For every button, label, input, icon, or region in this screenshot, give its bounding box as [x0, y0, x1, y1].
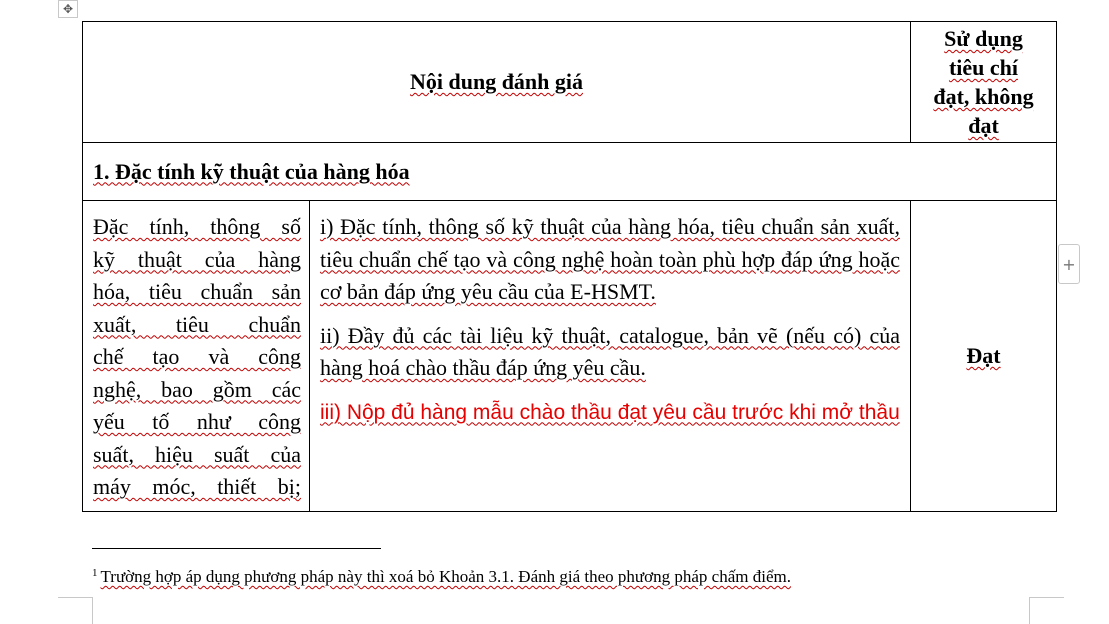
- criterion-cell[interactable]: [83, 201, 310, 512]
- move-arrows-icon: ✥: [62, 2, 74, 16]
- section-title-cell[interactable]: [83, 143, 1057, 201]
- header-usage-cell[interactable]: [911, 22, 1057, 143]
- criterion-line: kỹ thuật của hàng: [93, 246, 301, 272]
- result-value: Đạt: [966, 343, 1001, 368]
- header-content-cell[interactable]: [83, 22, 911, 143]
- header-usage-line: đạt: [968, 113, 999, 138]
- evaluation-table: [82, 21, 1057, 512]
- result-cell[interactable]: [911, 201, 1057, 512]
- header-usage-line: tiêu chí: [948, 55, 1019, 80]
- evaluation-table-container: [82, 21, 1056, 512]
- requirements-cell[interactable]: [310, 201, 911, 512]
- page-corner-mark-left: [58, 597, 93, 624]
- criterion-line: xuất, tiêu chuẩn: [93, 311, 301, 337]
- criterion-row: [83, 201, 1057, 512]
- header-usage-line: đạt, không: [933, 84, 1034, 109]
- section-row: [83, 143, 1057, 201]
- footnote-text: Trường hợp áp dụng phương pháp này thì xoá bỏ Khoản 3.1. Đánh giá theo phương pháp chấm điểm.: [100, 567, 791, 586]
- criterion-line: máy móc, thiết bị;: [93, 474, 301, 499]
- footnote: [92, 567, 791, 587]
- requirement-item-3: iii) Nộp đủ hàng mẫu chào thầu đạt yêu cầu trước khi mở thầu: [320, 400, 900, 424]
- criterion-line: chế tạo và công: [93, 344, 301, 369]
- criterion-line: Đặc tính, thông số: [93, 214, 301, 239]
- table-move-handle[interactable]: [58, 0, 78, 18]
- requirement-item-2: ii) Đầy đủ các tài liệu kỹ thuật, catalogue, bản vẽ (nếu có) của hàng hoá chào thầu đáp ứng yêu cầu.: [320, 322, 900, 380]
- requirement-item-1: i) Đặc tính, thông số kỹ thuật của hàng hóa, tiêu chuẩn sản xuất, tiêu chuẩn chế tạo và công nghệ hoàn toàn phù hợp đáp ứng hoặc cơ bản đáp ứng yêu cầu của E-HSMT.: [320, 214, 900, 304]
- section-title: 1. Đặc tính kỹ thuật của hàng hóa: [93, 158, 410, 184]
- criterion-line: suất, hiệu suất của: [93, 441, 301, 467]
- header-content-label: Nội dung đánh giá: [409, 69, 584, 94]
- criterion-line: yếu tố như công: [93, 409, 301, 434]
- footnote-number: 1: [92, 567, 98, 579]
- header-usage-line: Sử dụng: [944, 26, 1023, 51]
- plus-icon: +: [1062, 254, 1076, 274]
- footnote-separator: [92, 548, 381, 549]
- add-column-button[interactable]: [1058, 244, 1080, 284]
- page-corner-mark-right: [1029, 597, 1064, 624]
- header-row: [83, 22, 1057, 143]
- criterion-line: nghệ, bao gồm các: [93, 376, 301, 402]
- criterion-line: hóa, tiêu chuẩn sản: [93, 279, 301, 304]
